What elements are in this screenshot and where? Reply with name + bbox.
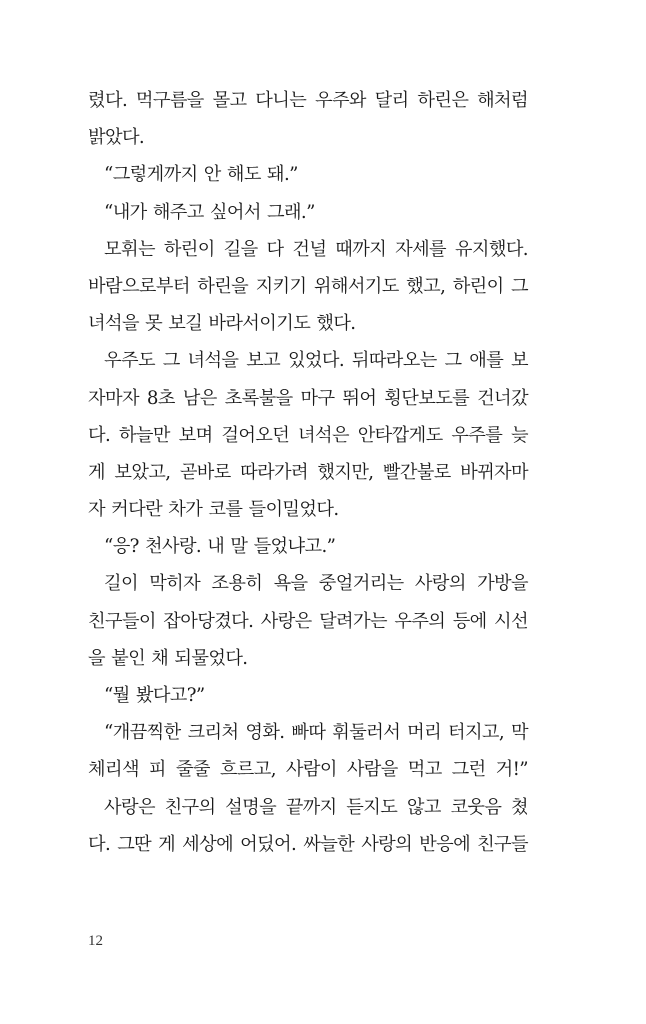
dialogue-line: “내가 해주고 싶어서 그래.” — [104, 201, 315, 223]
dialogue-line: “응? 천사랑. 내 말 들었냐고.” — [104, 536, 336, 558]
text-line: 자 커다란 차가 코를 들이밀었다. — [88, 499, 339, 521]
dialogue-line: “뭘 봤다고?” — [104, 685, 205, 706]
dialogue-line: “개끔찍한 크리처 영화. 빠따 휘둘러서 머리 터지고, 막 — [104, 722, 528, 744]
page-number: 12 — [88, 933, 103, 949]
paragraph-start-line: 사랑은 친구의 설명을 끝까지 듣지도 않고 코웃음 쳤 — [104, 796, 528, 818]
text-line: 바람으로부터 하린을 지키기 위해서기도 했고, 하린이 그 — [88, 275, 528, 297]
text-line: 친구들이 잡아당겼다. 사랑은 달려가는 우주의 등에 시선 — [88, 610, 528, 632]
paragraph-start-line: 길이 막히자 조용히 욕을 중얼거리는 사랑의 가방을 — [104, 573, 528, 595]
text-line: 게 보았고, 곧바로 따라가려 했지만, 빨간불로 바뀌자마 — [88, 461, 528, 483]
dialogue-line: “그렇게까지 안 해도 돼.” — [104, 164, 298, 186]
text-line: 다. 그딴 게 세상에 어딨어. 싸늘한 사랑의 반응에 친구들 — [88, 833, 528, 855]
text-line: 자마자 8초 남은 초록불을 마구 뛰어 횡단보도를 건너갔 — [88, 387, 528, 409]
text-line: 다. 하늘만 보며 걸어오던 녀석은 안타깝게도 우주를 늦 — [88, 424, 528, 446]
paragraph-start-line: 우주도 그 녀석을 보고 있었다. 뒤따라오는 그 애를 보 — [104, 350, 528, 372]
text-line: 밝았다. — [88, 127, 145, 149]
text-line: 렸다. 먹구름을 몰고 다니는 우주와 달리 하린은 해처럼 — [88, 90, 528, 111]
body-text — [88, 82, 528, 863]
text-line: 녀석을 못 보길 바라서이기도 했다. — [88, 313, 356, 335]
text-line: 을 붙인 채 되물었다. — [88, 647, 248, 669]
paragraph-start-line: 모휘는 하린이 길을 다 건널 때까지 자세를 유지했다. — [104, 238, 528, 260]
text-line: 체리색 피 줄줄 흐르고, 사람이 사람을 먹고 그런 거!” — [88, 759, 528, 781]
